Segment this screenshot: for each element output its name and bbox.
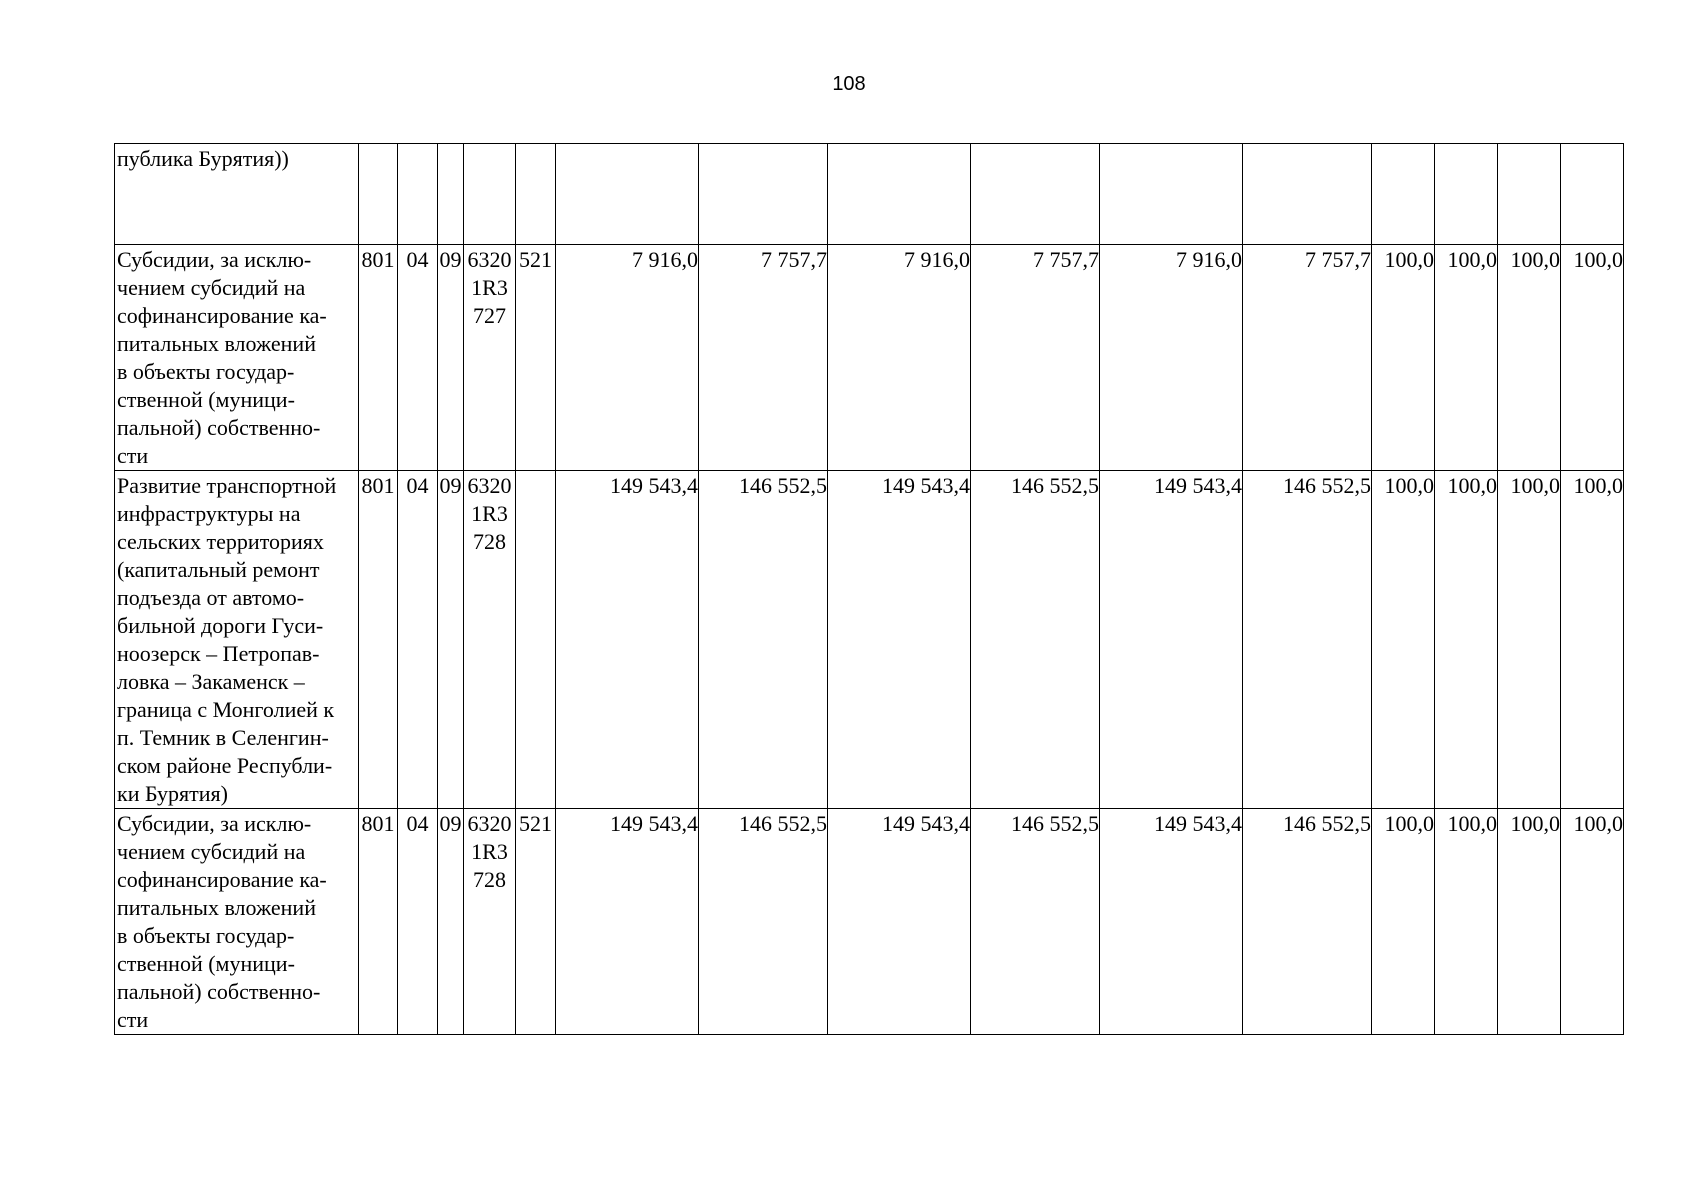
percent-cell: 100,0: [1498, 471, 1561, 809]
row-name: публика Бурятия)): [115, 144, 359, 245]
value-cell: 149 543,4: [828, 809, 971, 1035]
percent-cell: 100,0: [1372, 471, 1435, 809]
csr-cell: 6320 1R3 728: [464, 471, 516, 809]
value-cell: 7 916,0: [1100, 245, 1243, 471]
csr-cell: 6320 1R3 727: [464, 245, 516, 471]
row-name: Субсидии, за исклю- чением субсидий на софинансирование ка- питальных вложений в объекты государ- ственной (муници- пальной) собственно- сти: [115, 245, 359, 471]
grbs-cell: 801: [359, 245, 398, 471]
percent-cell: 100,0: [1498, 245, 1561, 471]
csr-cell: [464, 144, 516, 245]
percent-cell: 100,0: [1435, 471, 1498, 809]
pr-cell: 09: [438, 471, 464, 809]
value-cell: 7 757,7: [971, 245, 1100, 471]
grbs-cell: [359, 144, 398, 245]
rz-cell: 04: [398, 809, 438, 1035]
percent-cell: 100,0: [1435, 245, 1498, 471]
percent-cell: [1561, 144, 1624, 245]
page-number: 108: [832, 73, 866, 95]
rz-cell: 04: [398, 471, 438, 809]
value-cell: 146 552,5: [699, 809, 828, 1035]
percent-cell: [1498, 144, 1561, 245]
table-row: [115, 144, 1624, 245]
value-cell: 146 552,5: [699, 471, 828, 809]
row-name: Развитие транспортной инфраструктуры на сельских территориях (капитальный ремонт подъезда от автомо- бильной дороги Гуси- ноозерск – Петропав- ловка – Закаменск – граница с Монголией к п. Темник в Селенгин- ском районе Республи- ки Бурятия): [115, 471, 359, 809]
row-name: Субсидии, за исклю- чением субсидий на софинансирование ка- питальных вложений в объекты государ- ственной (муници- пальной) собственно- сти: [115, 809, 359, 1035]
value-cell: [556, 144, 699, 245]
value-cell: 146 552,5: [1243, 809, 1372, 1035]
value-cell: 146 552,5: [971, 809, 1100, 1035]
pr-cell: [438, 144, 464, 245]
value-cell: 7 757,7: [699, 245, 828, 471]
percent-cell: 100,0: [1435, 809, 1498, 1035]
value-cell: [1243, 144, 1372, 245]
grbs-cell: 801: [359, 471, 398, 809]
value-cell: 146 552,5: [1243, 471, 1372, 809]
value-cell: 7 916,0: [828, 245, 971, 471]
value-cell: [1100, 144, 1243, 245]
value-cell: 7 757,7: [1243, 245, 1372, 471]
value-cell: 149 543,4: [1100, 471, 1243, 809]
rz-cell: [398, 144, 438, 245]
table-row: [115, 809, 1624, 1035]
percent-cell: 100,0: [1561, 245, 1624, 471]
vr-cell: [516, 144, 556, 245]
rz-cell: 04: [398, 245, 438, 471]
value-cell: 149 543,4: [1100, 809, 1243, 1035]
value-cell: 149 543,4: [556, 471, 699, 809]
percent-cell: 100,0: [1498, 809, 1561, 1035]
table-row: [115, 245, 1624, 471]
csr-cell: 6320 1R3 728: [464, 809, 516, 1035]
grbs-cell: 801: [359, 809, 398, 1035]
percent-cell: [1372, 144, 1435, 245]
value-cell: 7 916,0: [556, 245, 699, 471]
value-cell: [699, 144, 828, 245]
value-cell: 149 543,4: [556, 809, 699, 1035]
value-cell: [828, 144, 971, 245]
budget-table: [114, 143, 1624, 1035]
pr-cell: 09: [438, 245, 464, 471]
vr-cell: [516, 471, 556, 809]
value-cell: 146 552,5: [971, 471, 1100, 809]
percent-cell: 100,0: [1372, 809, 1435, 1035]
value-cell: 149 543,4: [828, 471, 971, 809]
percent-cell: 100,0: [1372, 245, 1435, 471]
vr-cell: 521: [516, 809, 556, 1035]
percent-cell: 100,0: [1561, 809, 1624, 1035]
percent-cell: [1435, 144, 1498, 245]
value-cell: [971, 144, 1100, 245]
table-row: [115, 471, 1624, 809]
percent-cell: 100,0: [1561, 471, 1624, 809]
vr-cell: 521: [516, 245, 556, 471]
pr-cell: 09: [438, 809, 464, 1035]
